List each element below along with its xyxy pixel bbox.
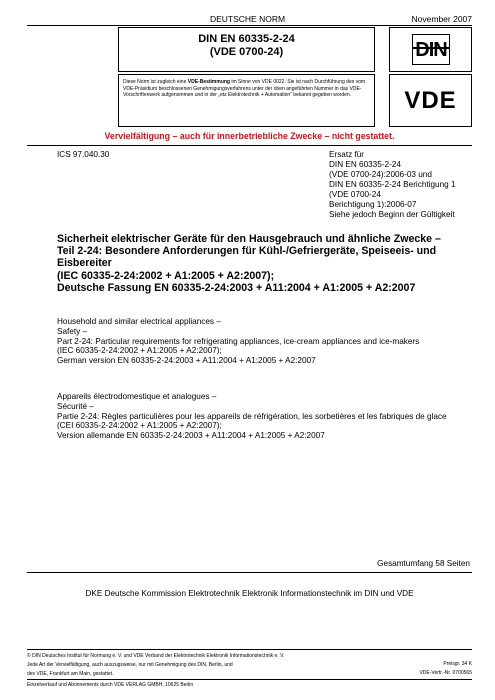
standard-type: DEUTSCHE NORM bbox=[209, 14, 286, 24]
vde-classification: (VDE 0700-24) bbox=[209, 46, 284, 58]
publication-date: November 2007 bbox=[411, 14, 472, 24]
vde-note-box bbox=[118, 74, 375, 127]
doc-number-box bbox=[118, 27, 375, 72]
vde-note-text-end: im Sinne von VDE 0022. Sie ist nach Durchführung des vom VDE-Präsidium beschlossenen Genehmigungsverfahrens unter der oben angeführten Nummer in das VDE-Vorschriftenwerk aufgenommen und in der „etz Elektrotechnik + Automation“ bekannt gegeben worden. bbox=[123, 79, 366, 99]
price-group: Preisgr. 34 K bbox=[443, 661, 472, 667]
copyright: © DIN Deutsches Institut für Normung e. V. und VDE Verband der Elektrotechnik Elektronik Informationstechnik e. V. Jede Art der Vervielfältigung, auch auszugsweise, nur mit Genehmigung des DIN, Berlin, und des VDE, Frankfurt am Main, gestattet. bbox=[27, 653, 285, 677]
vde-note-bold: VDE-Bestimmung bbox=[187, 79, 230, 85]
ics-code: ICS 97.040.30 bbox=[57, 150, 110, 159]
footer-rule bbox=[27, 649, 472, 650]
vde-note-text: Diese Norm ist zugleich eine bbox=[123, 79, 188, 85]
din-logo bbox=[412, 34, 450, 65]
din-logo-text: DIN bbox=[415, 39, 447, 61]
notice-rule bbox=[27, 145, 472, 146]
title-german: Sicherheit elektrischer Geräte für den Hausgebrauch und ähnliche Zwecke – Teil 2-24: Besondere Anforderungen für Kühl-/Gefriergeräte, Speiseeis- und Eisbereiter (IEC 60335-2-24:2002 + A1:2005 + A2:2007); Deutsche Fassung EN 60335-2-24:2003 + A11:2004 + A1:2005 + A2:2007 bbox=[57, 233, 441, 294]
committee: DKE Deutsche Kommission Elektrotechnik Elektronik Informationstechnik im DIN und VDE bbox=[85, 589, 414, 598]
doc-number: DIN EN 60335-2-24 bbox=[198, 33, 295, 45]
vde-logo-box bbox=[389, 74, 472, 127]
sales-rule bbox=[27, 679, 472, 680]
vde-order-number: VDE-Vertr.-Nr. 0700565 bbox=[419, 670, 472, 676]
vde-note bbox=[119, 75, 374, 99]
title-english: Household and similar electrical appliances – Safety – Part 2-24: Particular requirements for refrigerating appliances, ice-cream appliances and ice-makers (IEC 60335-2-24:2002 + A1:2005 + A2:2007); German version EN 60335-2-24:2003 + A11:2004 + A1:2005 + A2:2007 bbox=[57, 317, 420, 366]
reproduction-notice: Vervielfältigung – auch für innerbetriebliche Zwecke – nicht gestattet. bbox=[104, 131, 395, 141]
replacement-info: Ersatz für DIN EN 60335-2-24 (VDE 0700-24):2006-03 und DIN EN 60335-2-24 Berichtigung 1 (VDE 0700-24 Berichtigung 1):2006-07 Siehe jedoch Beginn der Gültigkeit bbox=[329, 150, 456, 219]
header-rule bbox=[27, 25, 472, 26]
din-logo-box bbox=[389, 27, 472, 72]
pagecount-rule bbox=[27, 572, 472, 573]
page-count: Gesamtumfang 58 Seiten bbox=[377, 559, 470, 568]
title-french: Appareils électrodomestique et analogues – Sécurité – Partie 2-24: Règles particulières pour les appareils de réfrigération, les sorbetières et les fabriques de glace (CEI 60335-2-24:2002 + A1:2005 + A2:2007); Version allemande EN 60335-2-24:2003 + A11:2004 + A1:2005 + A2:2007 bbox=[57, 392, 447, 441]
vde-logo: VDE bbox=[404, 87, 457, 114]
sales-info: Einzelverkauf und Abonnements durch VDE VERLAG GMBH, 10625 Berlin bbox=[27, 682, 194, 688]
